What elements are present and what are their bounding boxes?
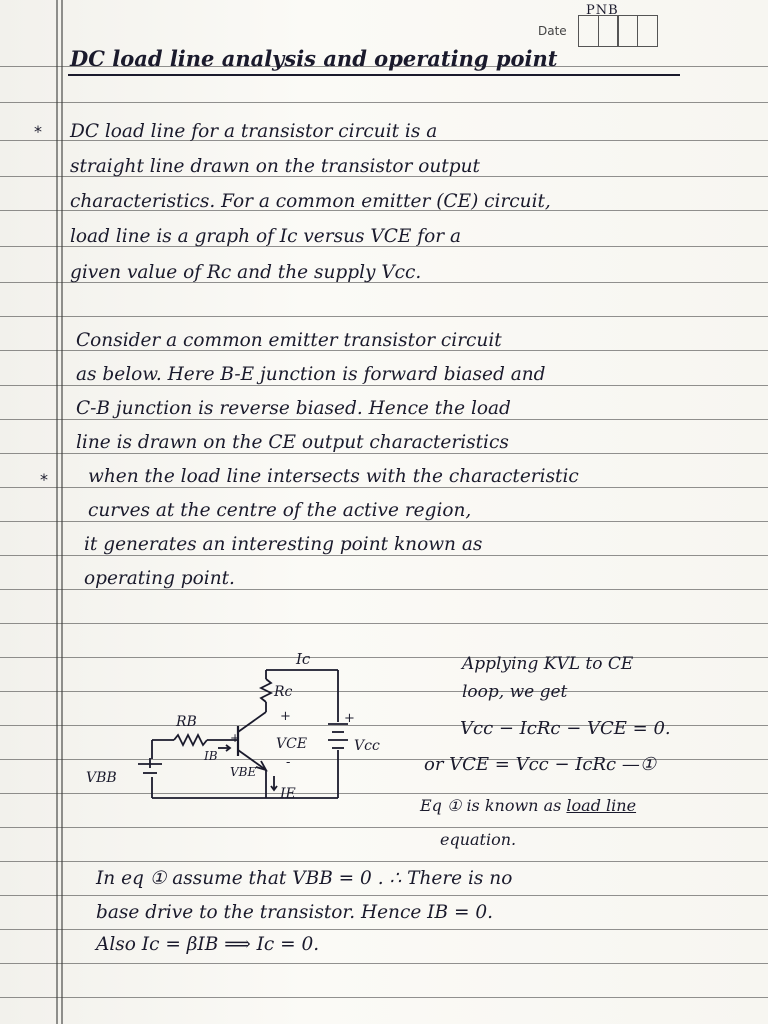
text-line: curves at the centre of the active region,	[88, 500, 472, 521]
date-box	[617, 15, 638, 47]
text-line: it generates an interesting point known as	[84, 534, 483, 555]
label-vce-minus: -	[286, 755, 291, 770]
ce-circuit-diagram	[70, 640, 410, 835]
date-box	[637, 15, 658, 47]
rule-line	[0, 419, 768, 420]
bullet-star-1: *	[34, 122, 42, 141]
load-line-note-end: equation.	[440, 830, 517, 849]
kvl-heading: Applying KVL to CE	[462, 654, 634, 674]
rule-line	[0, 963, 768, 964]
text-line: given value of Rc and the supply Vcc.	[70, 262, 422, 283]
rc-resistor	[261, 679, 271, 702]
rule-line	[0, 102, 768, 103]
text-line: as below. Here B-E junction is forward biased and	[76, 364, 546, 385]
title-underline	[68, 74, 680, 76]
label-vbe: VBE	[230, 765, 257, 779]
rule-line	[0, 521, 768, 522]
top-mark: PNB	[586, 3, 619, 18]
text-line: straight line drawn on the transistor output	[70, 156, 480, 177]
text-line: C-B junction is reverse biased. Hence the load	[76, 398, 511, 419]
label-ic: Ic	[296, 650, 311, 668]
rule-line	[0, 589, 768, 590]
margin-line	[56, 0, 58, 1024]
rule-line	[0, 453, 768, 454]
load-line-note	[420, 796, 636, 815]
rule-line	[0, 895, 768, 896]
text-line: base drive to the transistor. Hence IB = 0.	[96, 902, 493, 923]
rule-line	[0, 623, 768, 624]
transistor-collector	[238, 712, 266, 732]
text-line: operating point.	[84, 568, 235, 589]
rule-line	[0, 929, 768, 930]
label-rb: RB	[176, 714, 197, 730]
label-vbb: VBB	[86, 770, 117, 786]
label-rc: Rc	[274, 684, 293, 700]
load-line-equation: or VCE = Vcc − IcRc —①	[424, 754, 656, 775]
text-line: line is drawn on the CE output characteristics	[76, 432, 509, 453]
text-line: Consider a common emitter transistor circuit	[76, 330, 502, 351]
text-line: when the load line intersects with the characteristic	[88, 466, 579, 487]
date-boxes	[578, 15, 657, 47]
load-line-note-underlined: load line	[566, 796, 637, 815]
kvl-equation: Vcc − IcRc − VCE = 0.	[460, 718, 671, 739]
text-line: In eq ① assume that VBB = 0 . ∴ There is no	[96, 868, 513, 889]
rule-line	[0, 997, 768, 998]
page-title: DC load line analysis and operating point	[70, 46, 558, 71]
load-line-note-text: Eq ① is known as	[420, 796, 562, 815]
text-line: DC load line for a transistor circuit is a	[70, 121, 438, 142]
label-vbe-plus: +	[230, 731, 241, 745]
date-label: Date	[538, 24, 567, 38]
label-vcc-plus: +	[344, 711, 355, 726]
rule-line	[0, 555, 768, 556]
text-line: characteristics. For a common emitter (CE) circuit,	[70, 191, 551, 212]
text-line: load line is a graph of Ic versus VCE for a	[70, 226, 462, 247]
rule-line	[0, 385, 768, 386]
kvl-subheading: loop, we get	[462, 682, 568, 702]
rb-resistor	[174, 735, 207, 745]
label-vce: VCE	[276, 736, 308, 752]
label-ib: IB	[204, 749, 218, 763]
rule-line	[0, 487, 768, 488]
rule-line	[0, 316, 768, 317]
label-vce-plus: +	[280, 709, 291, 724]
date-box	[578, 15, 599, 47]
rule-line	[0, 861, 768, 862]
margin-line	[61, 0, 63, 1024]
date-box	[598, 15, 619, 47]
text-line: Also Ic = βIB ⟹ Ic = 0.	[96, 934, 320, 955]
label-vcc: Vcc	[354, 738, 380, 754]
bullet-star-2: *	[40, 470, 48, 489]
label-ie: IE	[280, 786, 296, 802]
